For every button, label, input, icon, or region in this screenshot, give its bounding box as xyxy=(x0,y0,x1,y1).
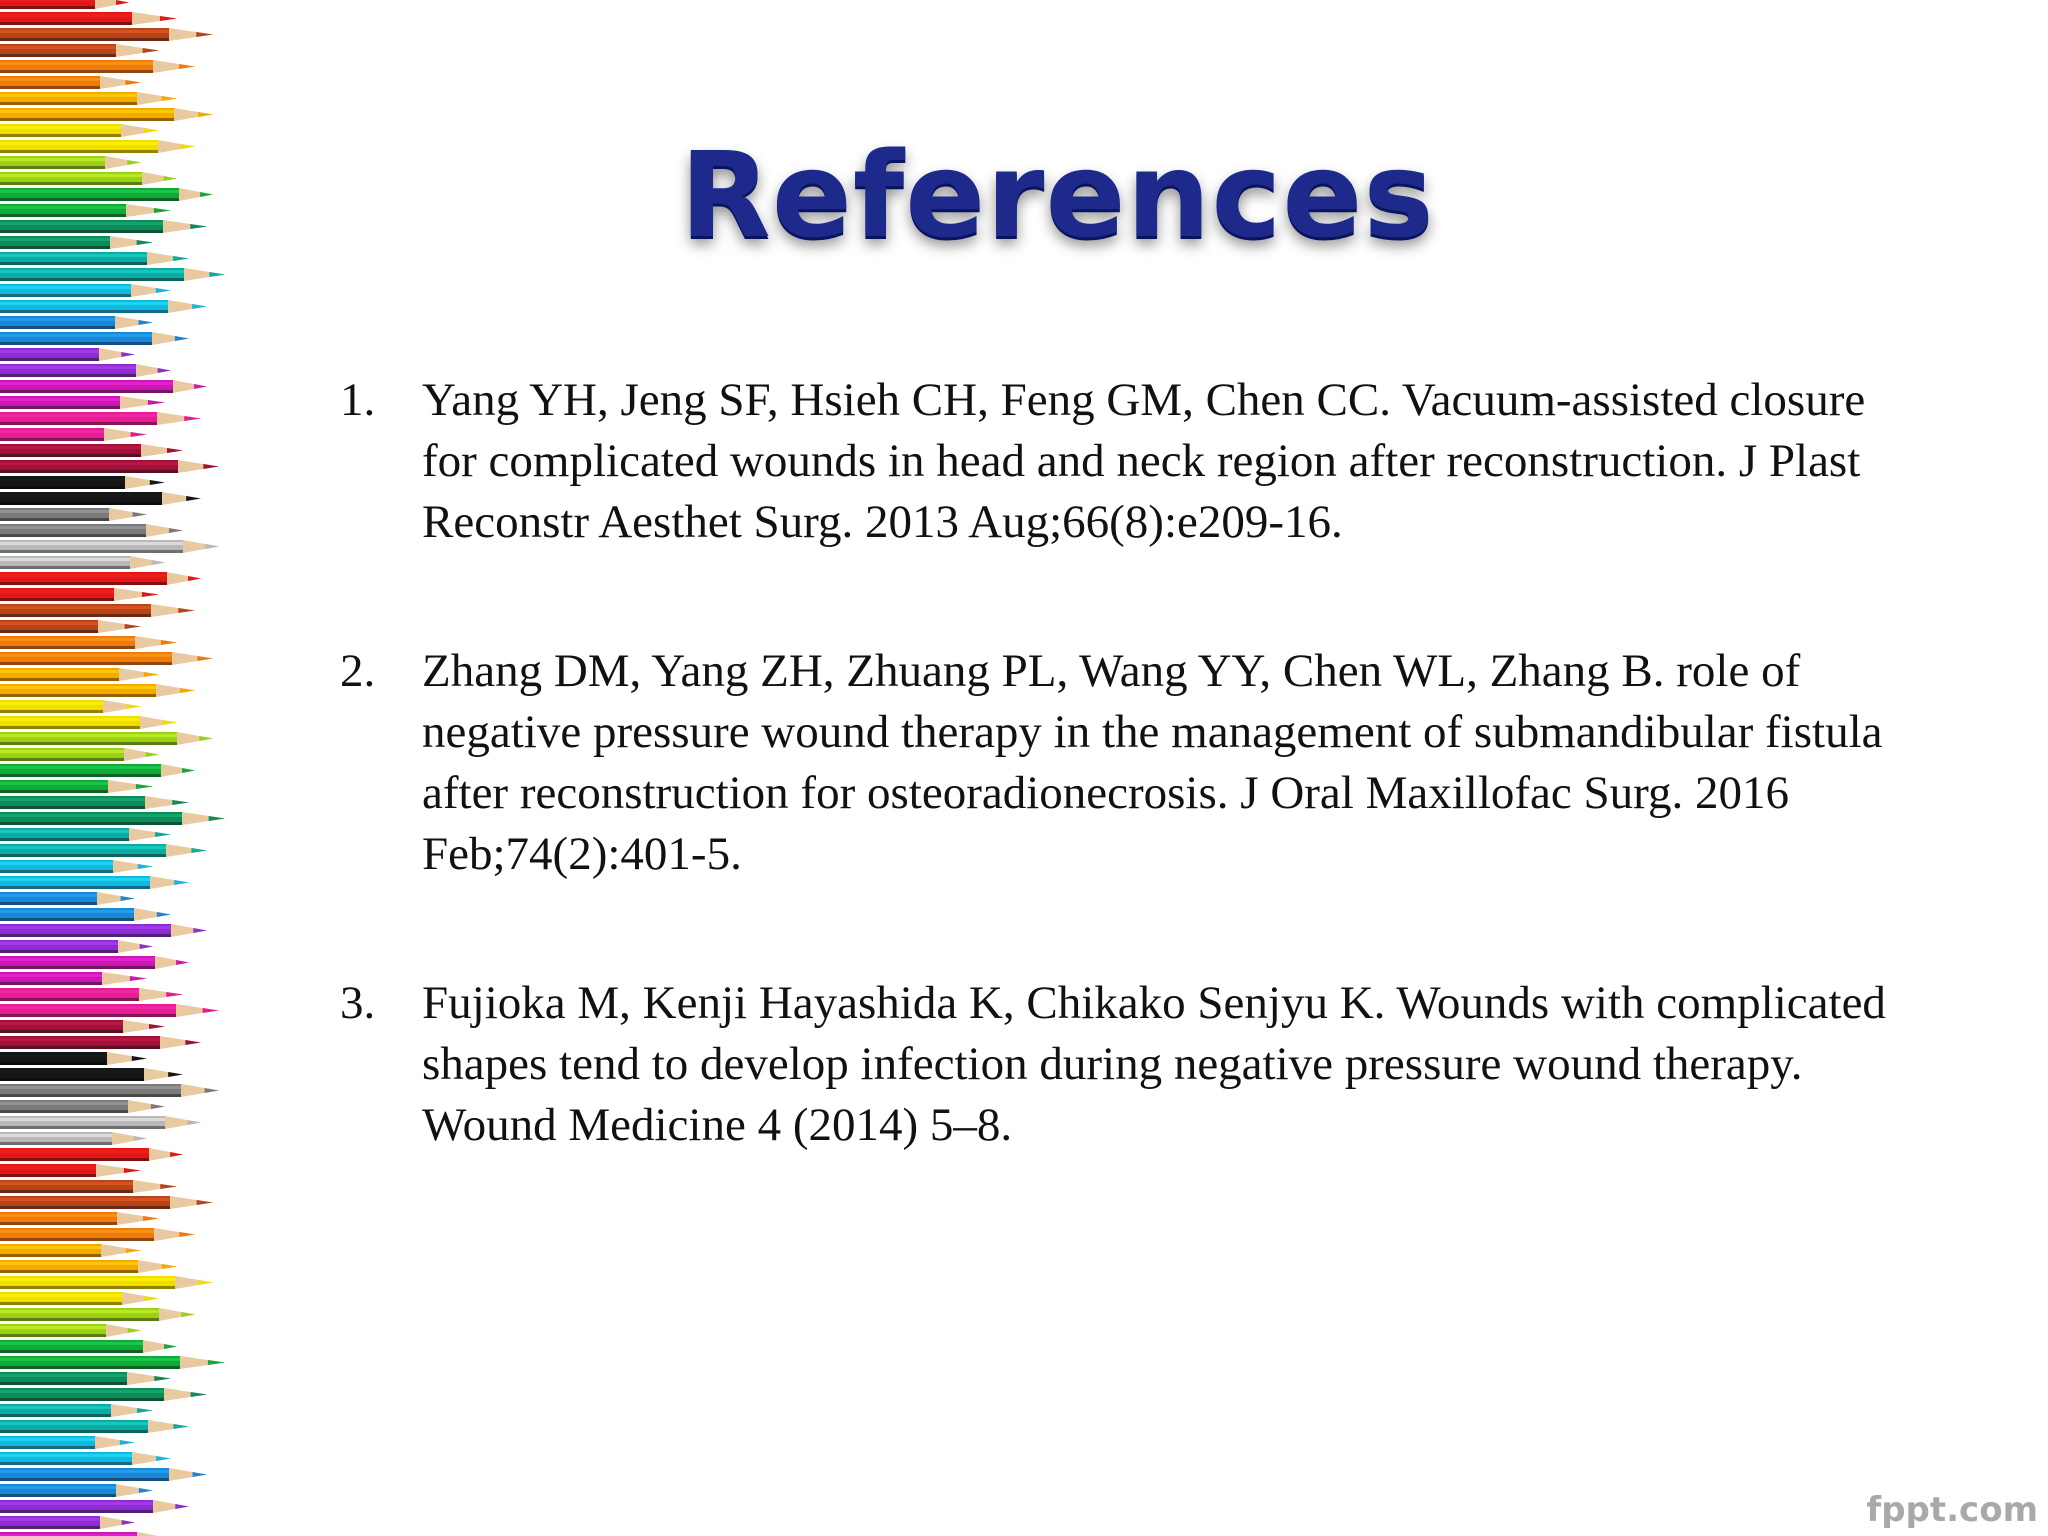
reference-number: 1. xyxy=(340,374,376,426)
reference-text: Zhang DM, Yang ZH, Zhuang PL, Wang YY, Chen WL, Zhang B. role of negative pressure wound therapy in the management of submandibular fistula after reconstruction for osteoradionecrosis. J Oral Maxillofac Surg. 2016 Feb;74(2):401-5. xyxy=(422,645,1883,880)
reference-text: Fujioka M, Kenji Hayashida K, Chikako Senjyu K. Wounds with complicated shapes tend to develop infection during negative pressure wound therapy. Wound Medicine 4 (2014) 5–8. xyxy=(422,977,1886,1151)
list-item xyxy=(340,973,1910,1156)
list-item xyxy=(340,370,1910,553)
list-item xyxy=(340,641,1910,885)
footer-brand: fppt.com xyxy=(1866,1490,2038,1530)
reference-number: 2. xyxy=(340,645,376,697)
reference-list xyxy=(340,370,1910,1244)
colored-pencils-illustration xyxy=(0,0,270,1536)
reference-number: 3. xyxy=(340,977,376,1029)
reference-text: Yang YH, Jeng SF, Hsieh CH, Feng GM, Chen CC. Vacuum-assisted closure for complicated wounds in head and neck region after reconstruction. J Plast Reconstr Aesthet Surg. 2013 Aug;66(8):e209-16. xyxy=(422,374,1866,548)
page-title: References xyxy=(680,126,1435,264)
